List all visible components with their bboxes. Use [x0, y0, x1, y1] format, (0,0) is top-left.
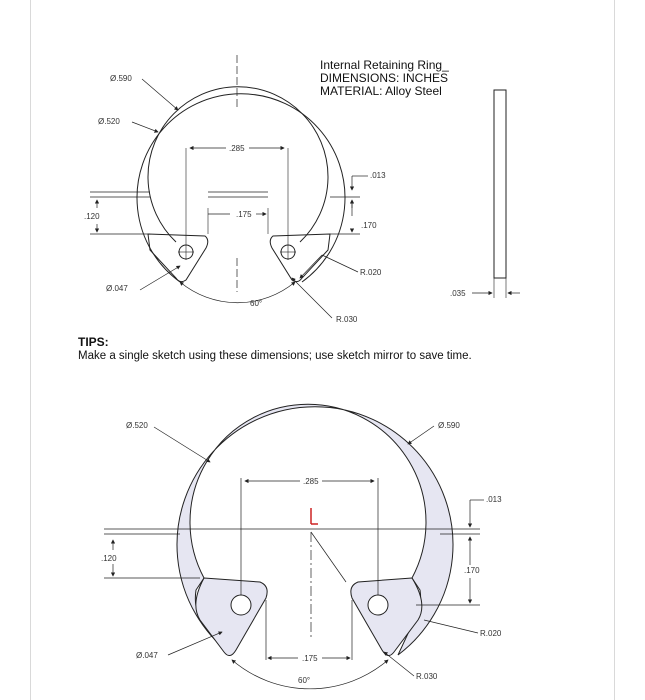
bottom-dim-175: .175: [302, 654, 318, 663]
bottom-left-lug: [196, 578, 267, 656]
side-view-rect: [494, 90, 506, 278]
bottom-dim-hole-dia: Ø.047: [136, 651, 158, 660]
top-dim-outer-dia: Ø.590: [110, 74, 132, 83]
bottom-left-hole: [231, 595, 251, 615]
top-dim-170: .170: [361, 221, 377, 230]
bottom-dim-r020: R.020: [480, 629, 502, 638]
top-dim-175: .175: [236, 210, 252, 219]
bottom-dim-60: 60°: [298, 676, 311, 685]
top-dim-inner-dia: Ø.520: [98, 117, 120, 126]
top-right-lug: [270, 234, 330, 282]
top-dim-r020: R.020: [360, 268, 382, 277]
top-dim-035: .035: [450, 289, 466, 298]
bottom-dim-120: .120: [101, 554, 117, 563]
top-ring-view: [90, 55, 520, 318]
top-dim-hole-dia: Ø.047: [106, 284, 128, 293]
title-line-2: DIMENSIONS: INCHES: [320, 71, 449, 85]
bottom-dim-r030: R.030: [416, 672, 438, 681]
top-dim-r030: R.030: [336, 315, 358, 324]
tips-body: Make a single sketch using these dimensions; use sketch mirror to save time.: [78, 350, 472, 362]
bottom-ring-view: [177, 404, 453, 655]
top-dim-120: .120: [84, 212, 100, 221]
bottom-dim-outer-dia: Ø.590: [438, 421, 460, 430]
top-left-lug: [148, 234, 208, 282]
top-dim-60: 60°: [250, 299, 263, 308]
top-ring-outer-arc: [137, 94, 345, 282]
title-line-3: MATERIAL: Alloy Steel: [320, 84, 442, 98]
bottom-dim-285: .285: [303, 477, 319, 486]
top-dim-285: .285: [229, 144, 245, 153]
title-line-1: Internal Retaining Ring_: [320, 58, 449, 72]
bottom-dim-013: .013: [486, 495, 502, 504]
bottom-dim-170: .170: [464, 566, 480, 575]
tips-heading: TIPS:: [78, 335, 109, 349]
bottom-dim-inner-dia: Ø.520: [126, 421, 148, 430]
bottom-right-hole: [368, 595, 388, 615]
top-dim-013: .013: [370, 171, 386, 180]
